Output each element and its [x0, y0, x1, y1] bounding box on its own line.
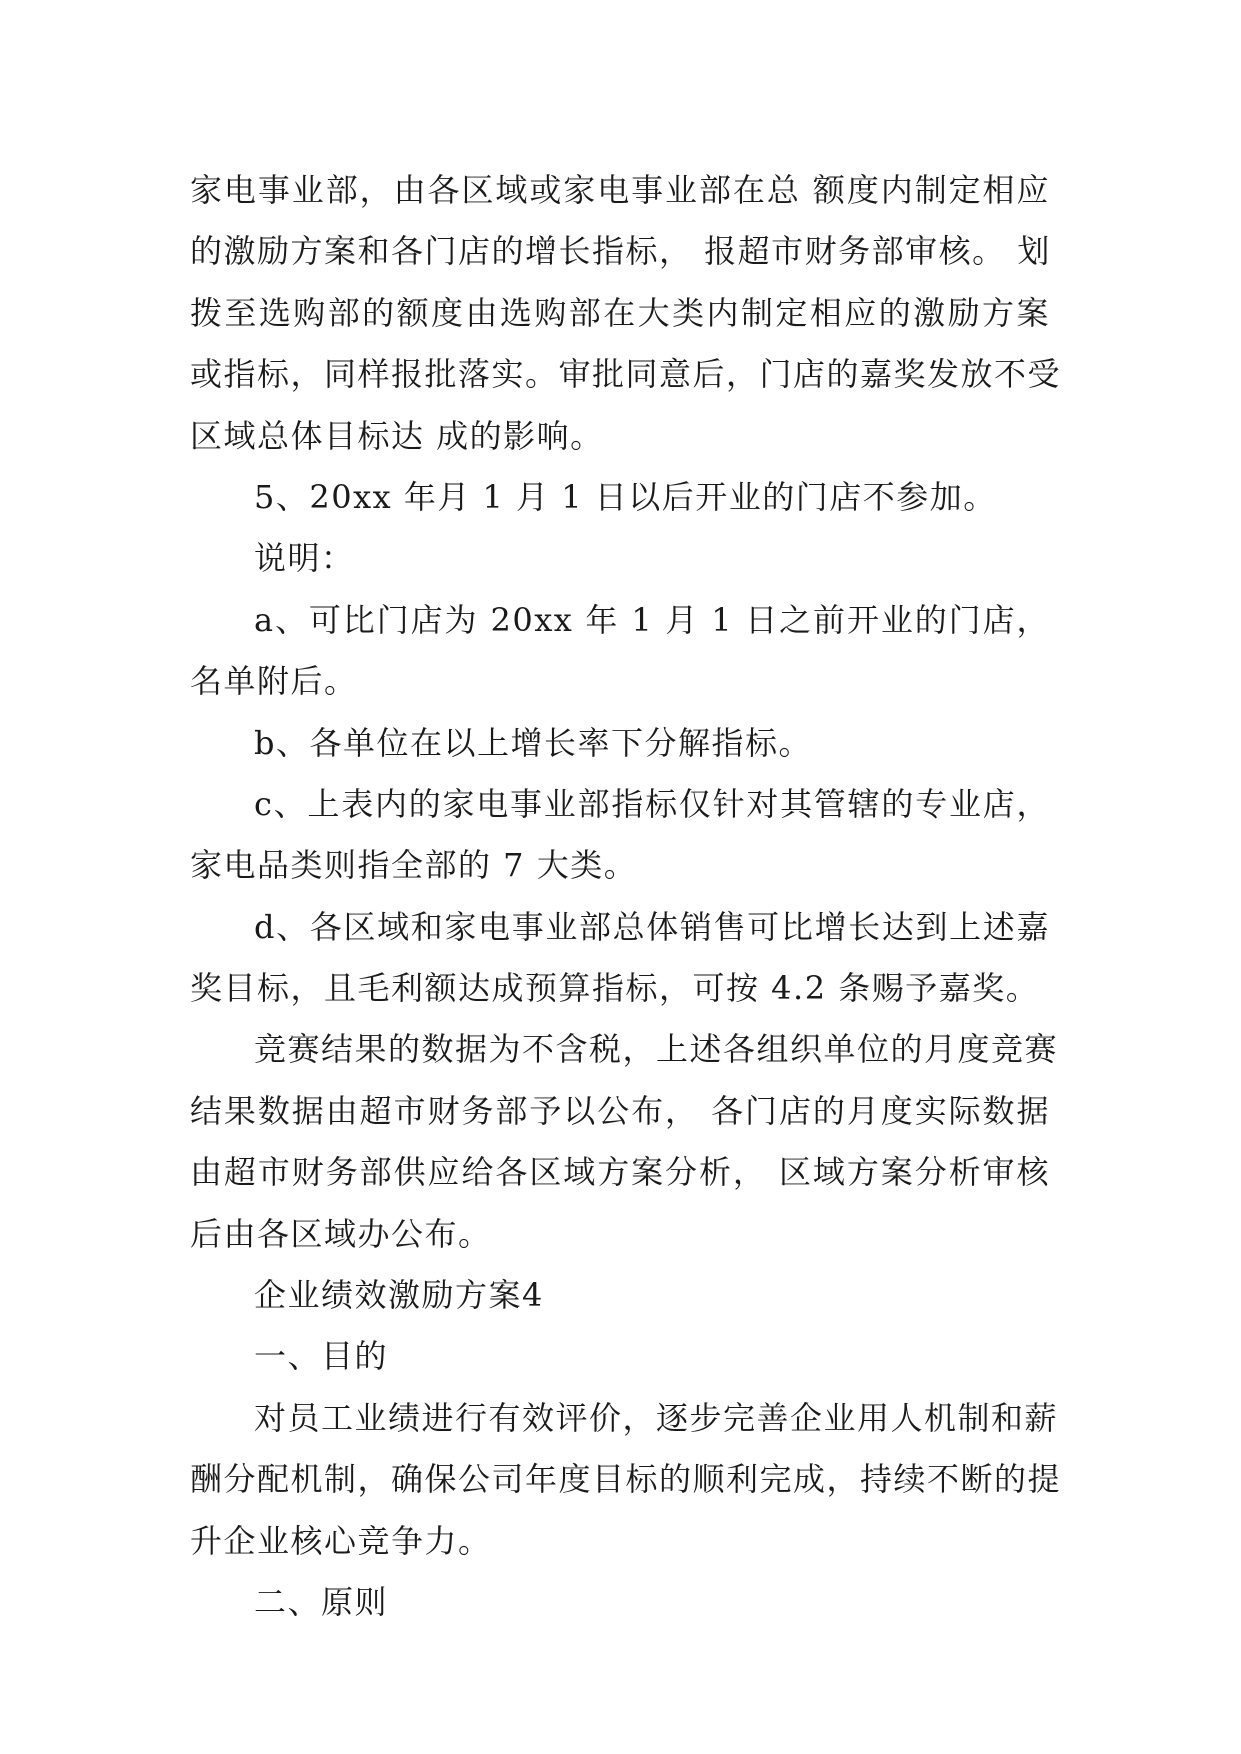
paragraph-line: 酬分配机制，确保公司年度目标的顺利完成，持续不断的提 [190, 1460, 1062, 1499]
paragraph-line: 区域总体目标达 成的影响。 [190, 416, 604, 455]
paragraph-line: b、各单位在以上增长率下分解指标。 [254, 723, 812, 762]
paragraph-line: 竞赛结果的数据为不含税，上述各组织单位的月度竞赛 [254, 1030, 1059, 1069]
paragraph-line: 升企业核心竞争力。 [190, 1521, 492, 1560]
paragraph-line: 家电事业部，由各区域或家电事业部在总 额度内制定相应 [190, 171, 1050, 209]
section-heading: 二、原则 [254, 1582, 389, 1621]
paragraph-line: 对员工业绩进行有效评价，逐步完善企业用人机制和薪 [254, 1398, 1059, 1437]
paragraph-line: 奖目标，且毛利额达成预算指标，可按 4.2 条赐予嘉奖。 [190, 969, 1040, 1008]
paragraph-line: 由超市财务部供应给各区域方案分析， 区域方案分析审核 [190, 1153, 1050, 1192]
paragraph-line: c、上表内的家电事业部指标仅针对其管辖的专业店， [254, 784, 1050, 823]
section-heading: 企业绩效激励方案4 [254, 1276, 544, 1315]
paragraph-line: 家电品类则指全部的 7 大类。 [190, 846, 638, 885]
section-label: 说明： [254, 539, 355, 578]
paragraph-line: d、各区域和家电事业部总体销售可比增长达到上述嘉 [254, 907, 1050, 946]
paragraph-line: a、可比门店为 20xx 年 1 月 1 日之前开业的门店， [254, 600, 1050, 639]
paragraph-line: 结果数据由超市财务部予以公布， 各门店的月度实际数据 [190, 1091, 1050, 1130]
paragraph-line: 的激励方案和各门店的增长指标， 报超市财务部审核。 划 [190, 232, 1051, 271]
paragraph-line: 或指标，同样报批落实。审批同意后，门店的嘉奖发放不受 [190, 355, 1062, 394]
paragraph-line: 名单附后。 [190, 662, 358, 701]
paragraph-line: 拨至选购部的额度由选购部在大类内制定相应的激励方案 [190, 293, 1050, 332]
section-heading: 一、目的 [254, 1337, 389, 1376]
paragraph-line: 5、20xx 年月 1 月 1 日以后开业的门店不参加。 [254, 477, 997, 516]
paragraph-line: 后由各区域办公布。 [190, 1214, 492, 1253]
document-page [190, 160, 1062, 1633]
